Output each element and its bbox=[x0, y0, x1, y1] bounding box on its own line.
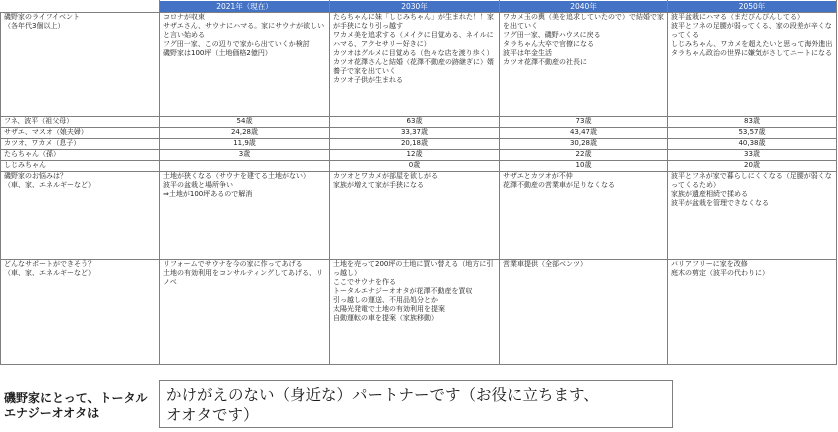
header-year-2040[interactable]: 2040年 bbox=[500, 1, 668, 13]
age-row-label[interactable]: しじみちゃん bbox=[1, 161, 160, 172]
age-row-label[interactable]: カツオ、ワカメ（息子） bbox=[1, 139, 160, 150]
age-row-label[interactable]: たらちゃん（孫） bbox=[1, 150, 160, 161]
age-row bbox=[1, 117, 837, 128]
support-2021[interactable]: リフォームでサウナを今の家に作ってあげる 土地の有効利用をコンサルティングしてあげる、リノベ bbox=[160, 260, 330, 365]
age-cell[interactable]: 83歳 bbox=[668, 117, 837, 128]
age-row-label[interactable]: サザエ、マスオ（娘夫婦） bbox=[1, 128, 160, 139]
age-cell[interactable]: 0歳 bbox=[330, 161, 500, 172]
age-cell[interactable]: 10歳 bbox=[500, 161, 668, 172]
header-year-2050[interactable]: 2050年 bbox=[668, 1, 837, 13]
age-cell[interactable]: 33,37歳 bbox=[330, 128, 500, 139]
support-2050[interactable]: バリアフリーに家を改修 庭木の剪定（波平の代わりに） bbox=[668, 260, 837, 365]
conclusion-label[interactable]: 磯野家にとって、トータルエナジーオオタは bbox=[4, 391, 148, 420]
age-cell[interactable]: 63歳 bbox=[330, 117, 500, 128]
worries-2050[interactable]: 波平とフネが家で暮らしにくくなる（足腰が弱くなってくるため） 家族が遺産相続で揉める 波平が盆栽を管理できなくなる bbox=[668, 172, 837, 260]
header-row bbox=[1, 1, 837, 13]
age-cell[interactable]: 3歳 bbox=[160, 150, 330, 161]
age-row bbox=[1, 128, 837, 139]
age-cell[interactable] bbox=[160, 161, 330, 172]
age-cell[interactable]: 12歳 bbox=[330, 150, 500, 161]
age-cell[interactable]: 33歳 bbox=[668, 150, 837, 161]
worries-2021[interactable]: 土地が狭くなる（サウナを建てる土地がない） 波平の盆栽と場所争い ⇒土地が100坪あるので解消 bbox=[160, 172, 330, 260]
support-row bbox=[1, 260, 837, 365]
support-2030[interactable]: 土地を売って200坪の土地に買い替える（地方に引っ越し） ここでサウナを作る トータルエナジーオオタが花澤不動産を買収 引っ越しの運送、不用品処分とか 太陽光発電で土地の有効利用を提案 自動運転の車を提案（家族移動） bbox=[330, 260, 500, 365]
conclusion-answer-box[interactable]: かけがえのない（身近な）パートナーです（お役に立ちます、 オオタです） bbox=[159, 380, 673, 428]
life-events-2040[interactable]: ワカメ玉の輿（美を追求していたので）で結婚で家を出ていく フグ田一家、磯野ハウスに戻る タラちゃん大卒で官僚になる 波平は年金生活 カツオ花澤不動産の社長に bbox=[500, 13, 668, 117]
age-cell[interactable]: 30,28歳 bbox=[500, 139, 668, 150]
age-cell[interactable]: 22歳 bbox=[500, 150, 668, 161]
age-cell[interactable]: 43,47歳 bbox=[500, 128, 668, 139]
support-label[interactable]: どんなサポートができそう？ （車、家、エネルギーなど） bbox=[1, 260, 160, 365]
worries-2040[interactable]: サザエとカツオが不仲 花澤不動産の営業車が足りなくなる bbox=[500, 172, 668, 260]
age-cell[interactable]: 53,57歳 bbox=[668, 128, 837, 139]
age-cell[interactable]: 11,9歳 bbox=[160, 139, 330, 150]
worries-label[interactable]: 磯野家のお悩みは？ （車、家、エネルギーなど） bbox=[1, 172, 160, 260]
age-row bbox=[1, 161, 837, 172]
life-events-2050[interactable]: 波平盆栽にハマる（まだぴんぴんしてる） 波平とフネの足腰が弱ってくる、家の段差が辛くなってくる しじみちゃん、ワカメを超えたいと思って海外進出 タラちゃん政治の世界に嫌気がさしてニートになる bbox=[668, 13, 837, 117]
life-events-2021[interactable]: コロナが収束 サザエさん、サウナにハマる。家にサウナが欲しいと言い始める フグ田一家、この辺りで家から出ていくか検討 磯野家は100坪（土地価格2億円） bbox=[160, 13, 330, 117]
life-events-2030[interactable]: たらちゃんに妹「しじみちゃん」が生まれた！！家が手狭になり引っ越す ワカメ美を追求する（メイクに目覚める、ネイルにハマる、アクセサリー好きに） カツオはグルメに目覚める（色々な店を渡り歩く） カツオ花澤さんと結婚（花澤不動産の跡継ぎに）婿養子で家を出ていく カツオ子供が生まれる bbox=[330, 13, 500, 117]
age-row bbox=[1, 150, 837, 161]
age-cell[interactable]: 20歳 bbox=[668, 161, 837, 172]
worries-row bbox=[1, 172, 837, 260]
life-events-label[interactable]: 磯野家のライフイベント （各年代3個以上） bbox=[1, 13, 160, 117]
age-row-label[interactable]: フネ、波平（祖父母） bbox=[1, 117, 160, 128]
support-2040[interactable]: 営業車提供（全部ベンツ） bbox=[500, 260, 668, 365]
age-cell[interactable]: 73歳 bbox=[500, 117, 668, 128]
age-cell[interactable]: 24,28歳 bbox=[160, 128, 330, 139]
age-row bbox=[1, 139, 837, 150]
age-cell[interactable]: 20,18歳 bbox=[330, 139, 500, 150]
life-events-row bbox=[1, 13, 837, 117]
header-year-2021[interactable]: 2021年（現在） bbox=[160, 1, 330, 13]
age-cell[interactable]: 40,38歳 bbox=[668, 139, 837, 150]
header-year-2030[interactable]: 2030年 bbox=[330, 1, 500, 13]
worries-2030[interactable]: カツオとワカメが部屋を欲しがる 家族が増えて家が手狭になる bbox=[330, 172, 500, 260]
age-cell[interactable]: 54歳 bbox=[160, 117, 330, 128]
header-corner-cell bbox=[1, 1, 160, 13]
